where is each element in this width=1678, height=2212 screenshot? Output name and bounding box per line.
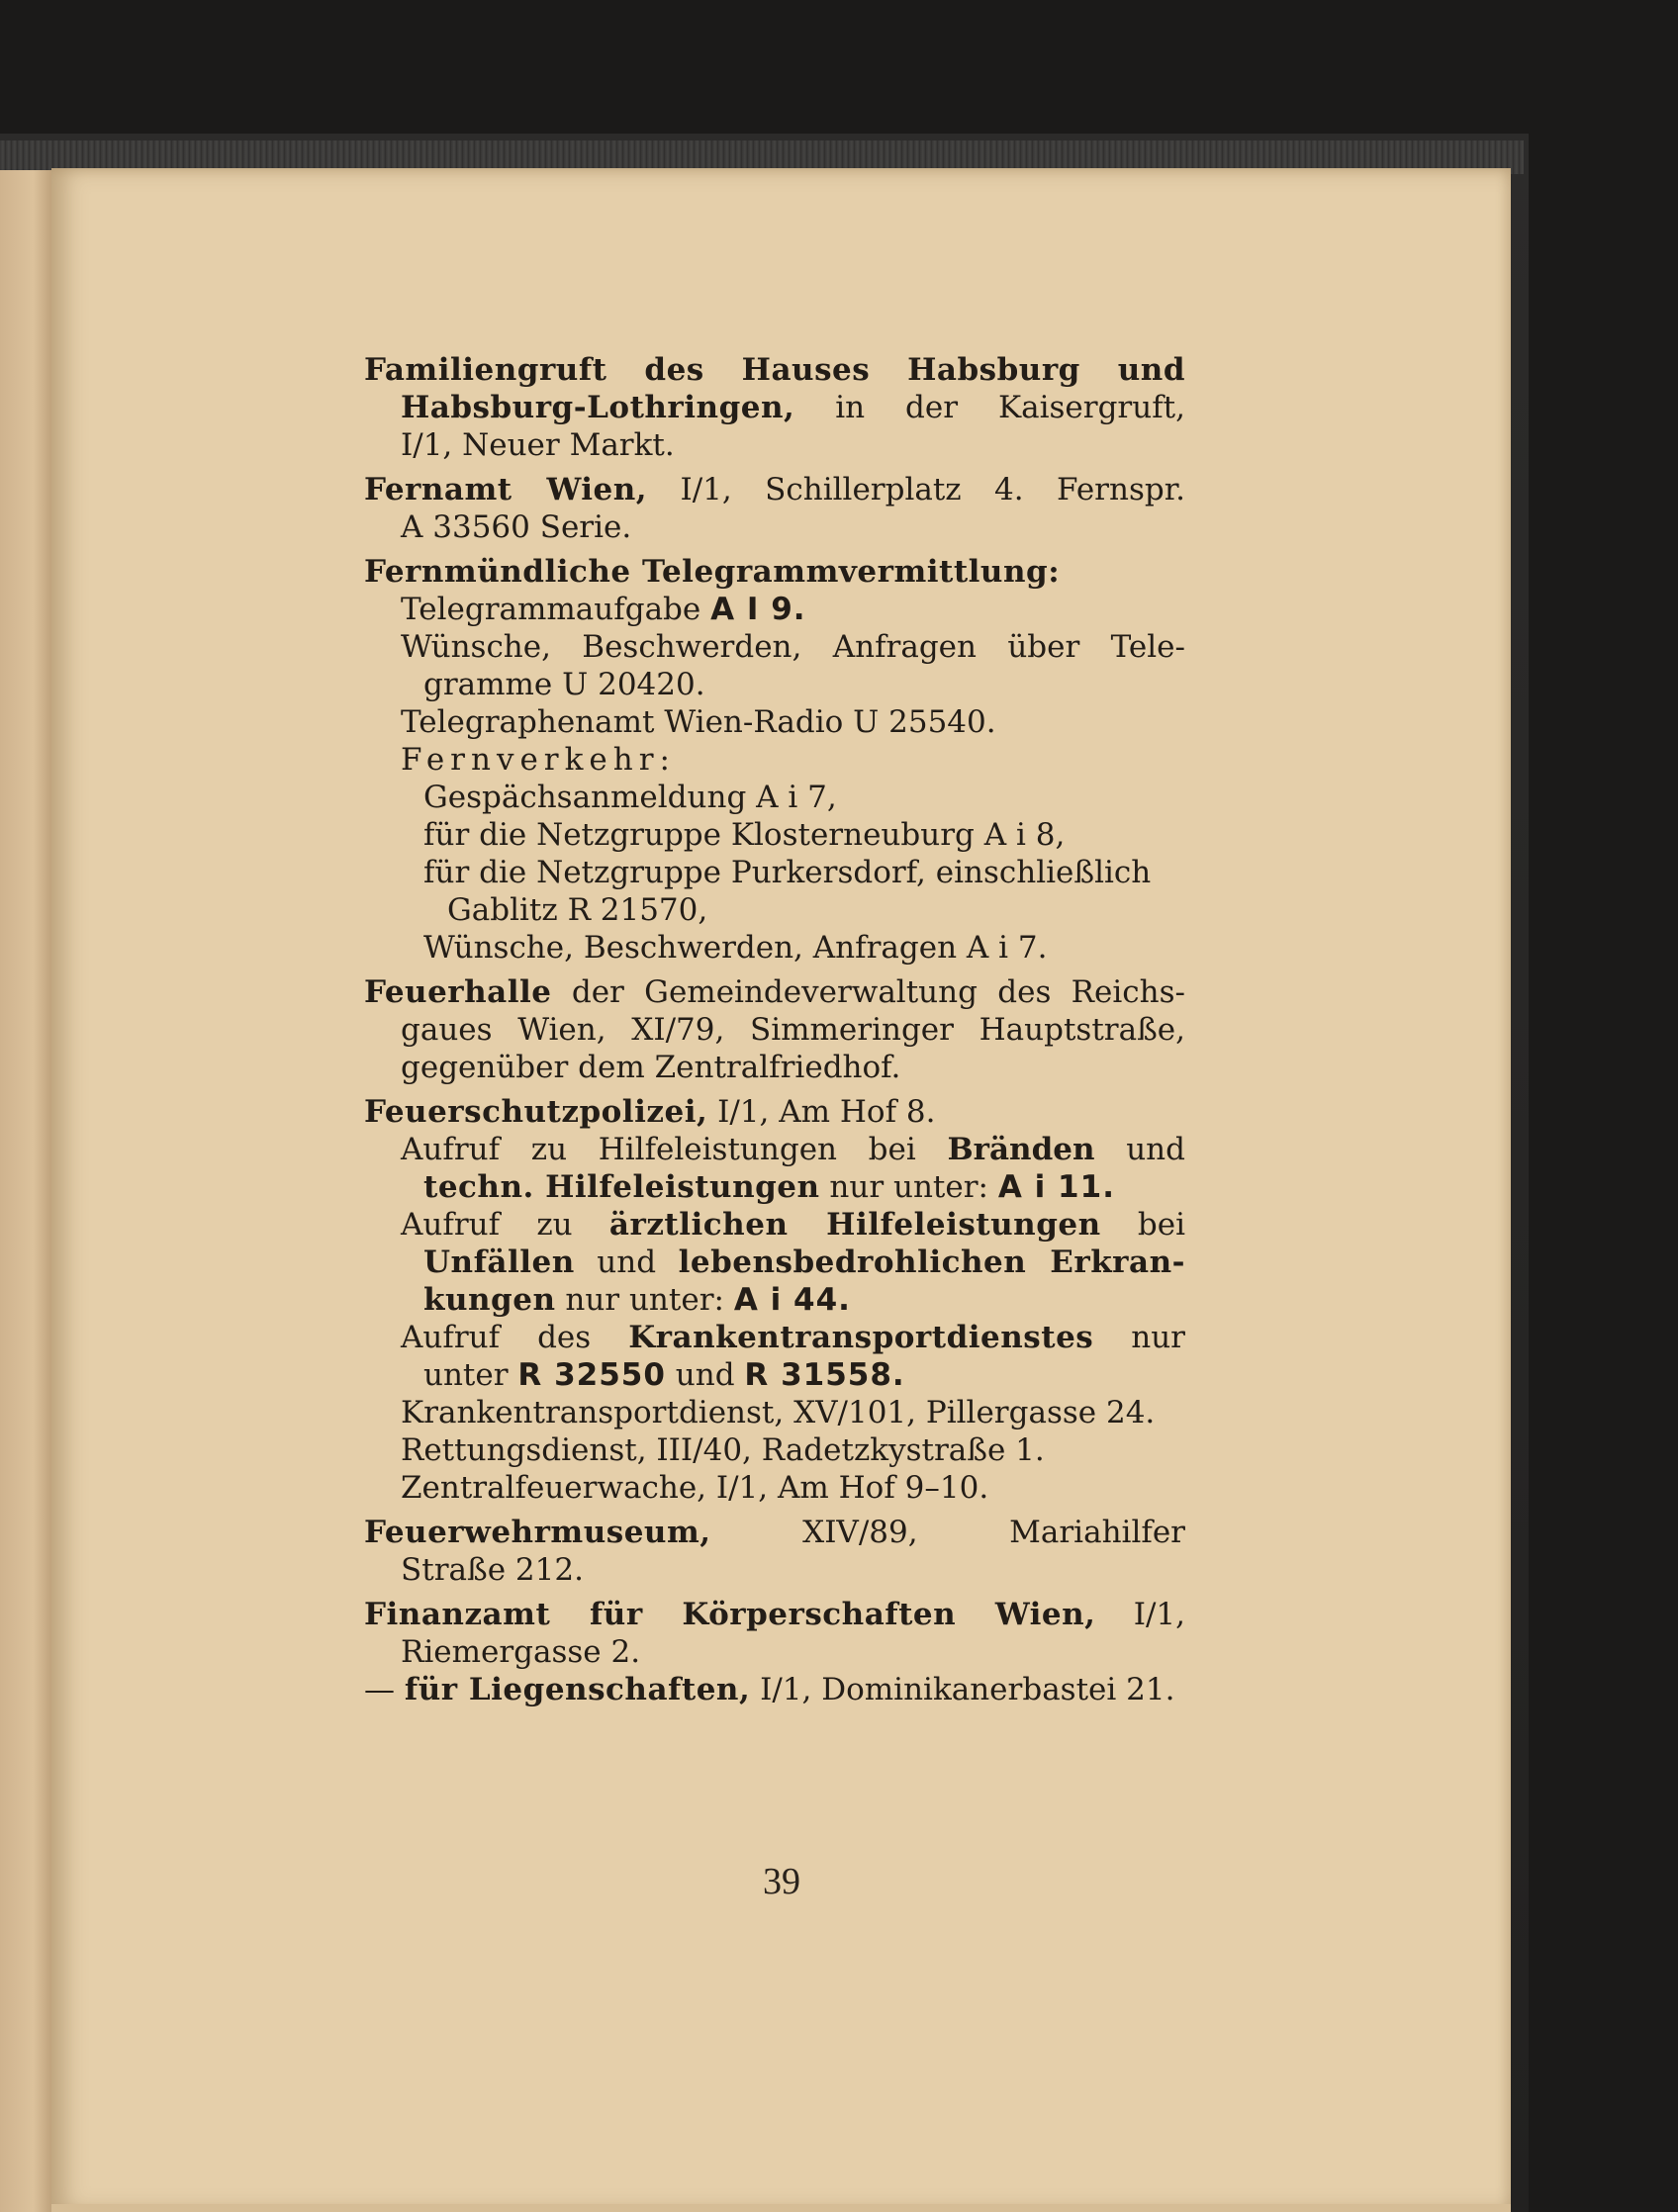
- entry-text: nur unter:: [819, 1169, 998, 1205]
- entry-line: [364, 1514, 1185, 1551]
- directory-text: [364, 351, 1185, 1715]
- entry-text: Zentralfeuerwache, I/1, Am Hof 9–10.: [401, 1470, 989, 1506]
- phone-code: R 31558.: [744, 1357, 905, 1393]
- entry-line: [364, 854, 1185, 891]
- entry-text: Straße 212.: [401, 1552, 584, 1588]
- phone-code: A i 11.: [997, 1169, 1115, 1205]
- entry-text: unter: [423, 1357, 518, 1393]
- entry-text: bei: [1100, 1207, 1186, 1243]
- entry-text: XIV/89, Mariahilfer: [710, 1515, 1185, 1550]
- entry-text: Telegrammaufgabe: [401, 592, 711, 627]
- entry-text: Gablitz R 21570,: [447, 892, 708, 928]
- entry-line: [364, 591, 1185, 628]
- headword: Habsburg-Lothringen,: [401, 390, 795, 425]
- entry-line: [364, 1011, 1185, 1049]
- left-page-edge: [0, 170, 55, 2212]
- entry-text: Krankentransportdienst, XV/101, Pillergasse 24.: [401, 1395, 1156, 1430]
- entry-line: [364, 351, 1185, 389]
- entry-text: gramme U 20420.: [423, 667, 705, 702]
- entry-line: [364, 1671, 1185, 1708]
- entry-feuerschutzpolizei: [364, 1093, 1185, 1507]
- entry-text: Rettungsdienst, III/40, Radetzkystraße 1.: [401, 1432, 1045, 1468]
- entry-line: [364, 426, 1185, 464]
- entry-line: [364, 1131, 1185, 1168]
- entry-text: —: [364, 1672, 405, 1707]
- entry-text: I/1, Dominikanerbastei 21.: [750, 1672, 1175, 1707]
- headword: Fernmündliche Telegrammvermittlung:: [364, 554, 1061, 590]
- headword: Feuerschutzpolizei,: [364, 1094, 708, 1130]
- bold-term: kungen: [423, 1282, 556, 1318]
- entry-text: Telegraphenamt Wien-Radio U 25540.: [401, 704, 996, 740]
- entry-line: [364, 779, 1185, 816]
- page-bottom-edge: [51, 2204, 1511, 2212]
- entry-text: und: [574, 1244, 679, 1280]
- bold-term: Krankentransportdienstes: [628, 1320, 1094, 1355]
- entry-line: [364, 1168, 1185, 1206]
- entry-telegramm: [364, 553, 1185, 967]
- bold-term: Bränden: [947, 1132, 1095, 1167]
- entry-line: [364, 703, 1185, 741]
- entry-text: nur unter:: [555, 1282, 734, 1318]
- entry-text: Aufruf zu Hilfeleistungen bei: [401, 1132, 948, 1167]
- phone-code: A i 44.: [733, 1282, 851, 1318]
- entry-text: der Gemeindeverwaltung des Reichs-: [551, 974, 1185, 1010]
- entry-line: [364, 628, 1185, 666]
- entry-line: [364, 1093, 1185, 1131]
- entry-line: [364, 1394, 1185, 1431]
- entry-line: [364, 1431, 1185, 1469]
- entry-line: [364, 508, 1185, 546]
- entry-familiengruft: [364, 351, 1185, 464]
- entry-line: [364, 929, 1185, 967]
- headword: Familiengruft des Hauses Habsburg und: [364, 352, 1185, 388]
- entry-line: [364, 1281, 1185, 1319]
- entry-text: I/1, Schillerplatz 4. Fernspr.: [647, 472, 1185, 507]
- bold-term: lebensbedrohlichen Erkran-: [678, 1244, 1186, 1280]
- headword: Feuerwehrmuseum,: [364, 1515, 711, 1550]
- entry-line: [364, 1319, 1185, 1356]
- headword: für Liegenschaften,: [404, 1672, 751, 1707]
- entry-text: I/1, Neuer Markt.: [401, 427, 675, 463]
- headword: Feuerhalle: [364, 974, 552, 1010]
- entry-line: [364, 666, 1185, 703]
- entry-text: Aufruf zu: [401, 1207, 609, 1243]
- entry-line: [364, 553, 1185, 591]
- entry-line: [364, 973, 1185, 1011]
- entry-line: [364, 1206, 1185, 1244]
- entry-line: [364, 741, 1185, 779]
- entry-feuerwehrmuseum: [364, 1514, 1185, 1589]
- entry-text: I/1,: [1095, 1597, 1185, 1632]
- entry-text: und: [1094, 1132, 1185, 1167]
- entry-text: gegenüber dem Zentralfriedhof.: [401, 1050, 901, 1085]
- entry-line: [364, 891, 1185, 929]
- subheading: Fernverkehr:: [401, 742, 676, 778]
- entry-text: Wünsche, Beschwerden, Anfragen über Tele-: [401, 629, 1185, 665]
- entry-text: nur: [1093, 1320, 1186, 1355]
- bold-term: ärztlichen Hilfeleistungen: [608, 1207, 1101, 1243]
- entry-line: [364, 816, 1185, 854]
- entry-text: für die Netzgruppe Klosterneuburg A i 8,: [423, 817, 1066, 853]
- entry-text: I/1, Am Hof 8.: [707, 1094, 936, 1130]
- entry-text: Wünsche, Beschwerden, Anfragen A i 7.: [423, 930, 1048, 966]
- entry-text: A 33560 Serie.: [401, 509, 632, 545]
- entry-line: [364, 1633, 1185, 1671]
- entry-line: [364, 1244, 1185, 1281]
- entry-feuerhalle: [364, 973, 1185, 1086]
- entry-line: [364, 1469, 1185, 1507]
- entry-line: [364, 471, 1185, 508]
- phone-code: R 32550: [517, 1357, 666, 1393]
- entry-line: [364, 389, 1185, 426]
- entry-line: [364, 1356, 1185, 1394]
- bold-term: techn. Hilfeleistungen: [423, 1169, 820, 1205]
- phone-code: A I 9.: [710, 592, 806, 627]
- entry-line: [364, 1596, 1185, 1633]
- page-number: 39: [763, 1861, 800, 1902]
- entry-text: gaues Wien, XI/79, Simmeringer Hauptstraße,: [401, 1012, 1185, 1048]
- entry-text: Aufruf des: [401, 1320, 629, 1355]
- entry-fernamt: [364, 471, 1185, 546]
- entry-text: für die Netzgruppe Purkersdorf, einschließlich: [423, 855, 1152, 890]
- entry-line: [364, 1049, 1185, 1086]
- bold-term: Unfällen: [423, 1244, 575, 1280]
- entry-text: Riemergasse 2.: [401, 1634, 641, 1670]
- entry-finanzamt: [364, 1596, 1185, 1708]
- entry-text: und: [665, 1357, 745, 1393]
- entry-text: Gespächsanmeldung A i 7,: [423, 780, 837, 815]
- entry-line: [364, 1551, 1185, 1589]
- entry-text: in der Kaisergruft,: [794, 390, 1185, 425]
- headword: Fernamt Wien,: [364, 472, 648, 507]
- headword: Finanzamt für Körperschaften Wien,: [364, 1597, 1096, 1632]
